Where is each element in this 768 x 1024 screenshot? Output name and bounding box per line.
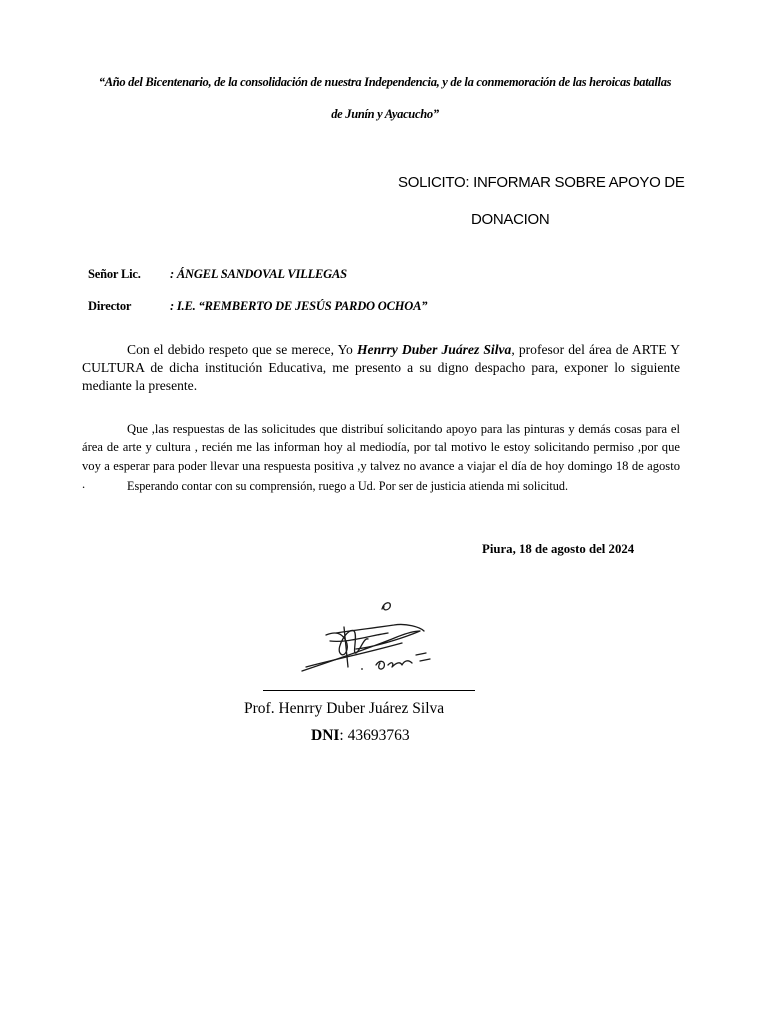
addressee-title-label: Señor Lic. [88, 267, 141, 281]
dni-line [311, 727, 410, 745]
dni-value: : 43693763 [339, 727, 410, 744]
p1-name: Henrry Duber Juárez Silva [356, 342, 512, 357]
addressee-row-position [88, 299, 427, 314]
subject-line-2: DONACION [471, 211, 550, 228]
p1-start: Con el debido respeto que se merece, Yo [127, 342, 357, 357]
header-motto: “Año del Bicentenario, de la consolidación de nuestra Independencia, y de la conmemoración de las heroicas batallas de Junín y Ayacucho” [98, 75, 672, 121]
subject-line-1: SOLICITO: INFORMAR SOBRE APOYO DE [398, 174, 685, 191]
body-paragraph-3: Esperando contar con su comprensión, ruego a Ud. Por ser de justicia atienda mi solicitud. [127, 479, 569, 493]
signer-name: Prof. Henrry Duber Juárez Silva [244, 700, 445, 717]
body-paragraph-1 [82, 341, 680, 395]
p2-text: Que ,las respuestas de las solicitudes que distribuí solicitando apoyo para las pinturas y demás cosas para el área de arte y cultura , recién me las informan hoy al mediodía, por tal motivo le estoy solicitando permiso ,por que voy a esperar para poder llevar una respuesta positiva ,y talvez no avance a viajar el día de hoy domingo 18 de agosto . [82, 422, 680, 492]
signature-line [263, 690, 475, 691]
p1-end: , profesor del área de ARTE Y CULTURA de dicha institución Educativa, me presento a su digno despacho para, exponer lo siguiente mediante la presente. [82, 342, 681, 393]
date-line: Piura, 18 de agosto del 2024 [482, 542, 635, 556]
dni-label: DNI [311, 727, 340, 744]
addressee-row-title [88, 267, 347, 282]
handwritten-signature [296, 597, 440, 679]
addressee-name: : ÁNGEL SANDOVAL VILLEGAS [170, 267, 347, 281]
addressee-institution: : I.E. “REMBERTO DE JESÚS PARDO OCHOA” [170, 299, 428, 313]
addressee-position-label: Director [88, 299, 132, 313]
subject-block [360, 164, 700, 238]
